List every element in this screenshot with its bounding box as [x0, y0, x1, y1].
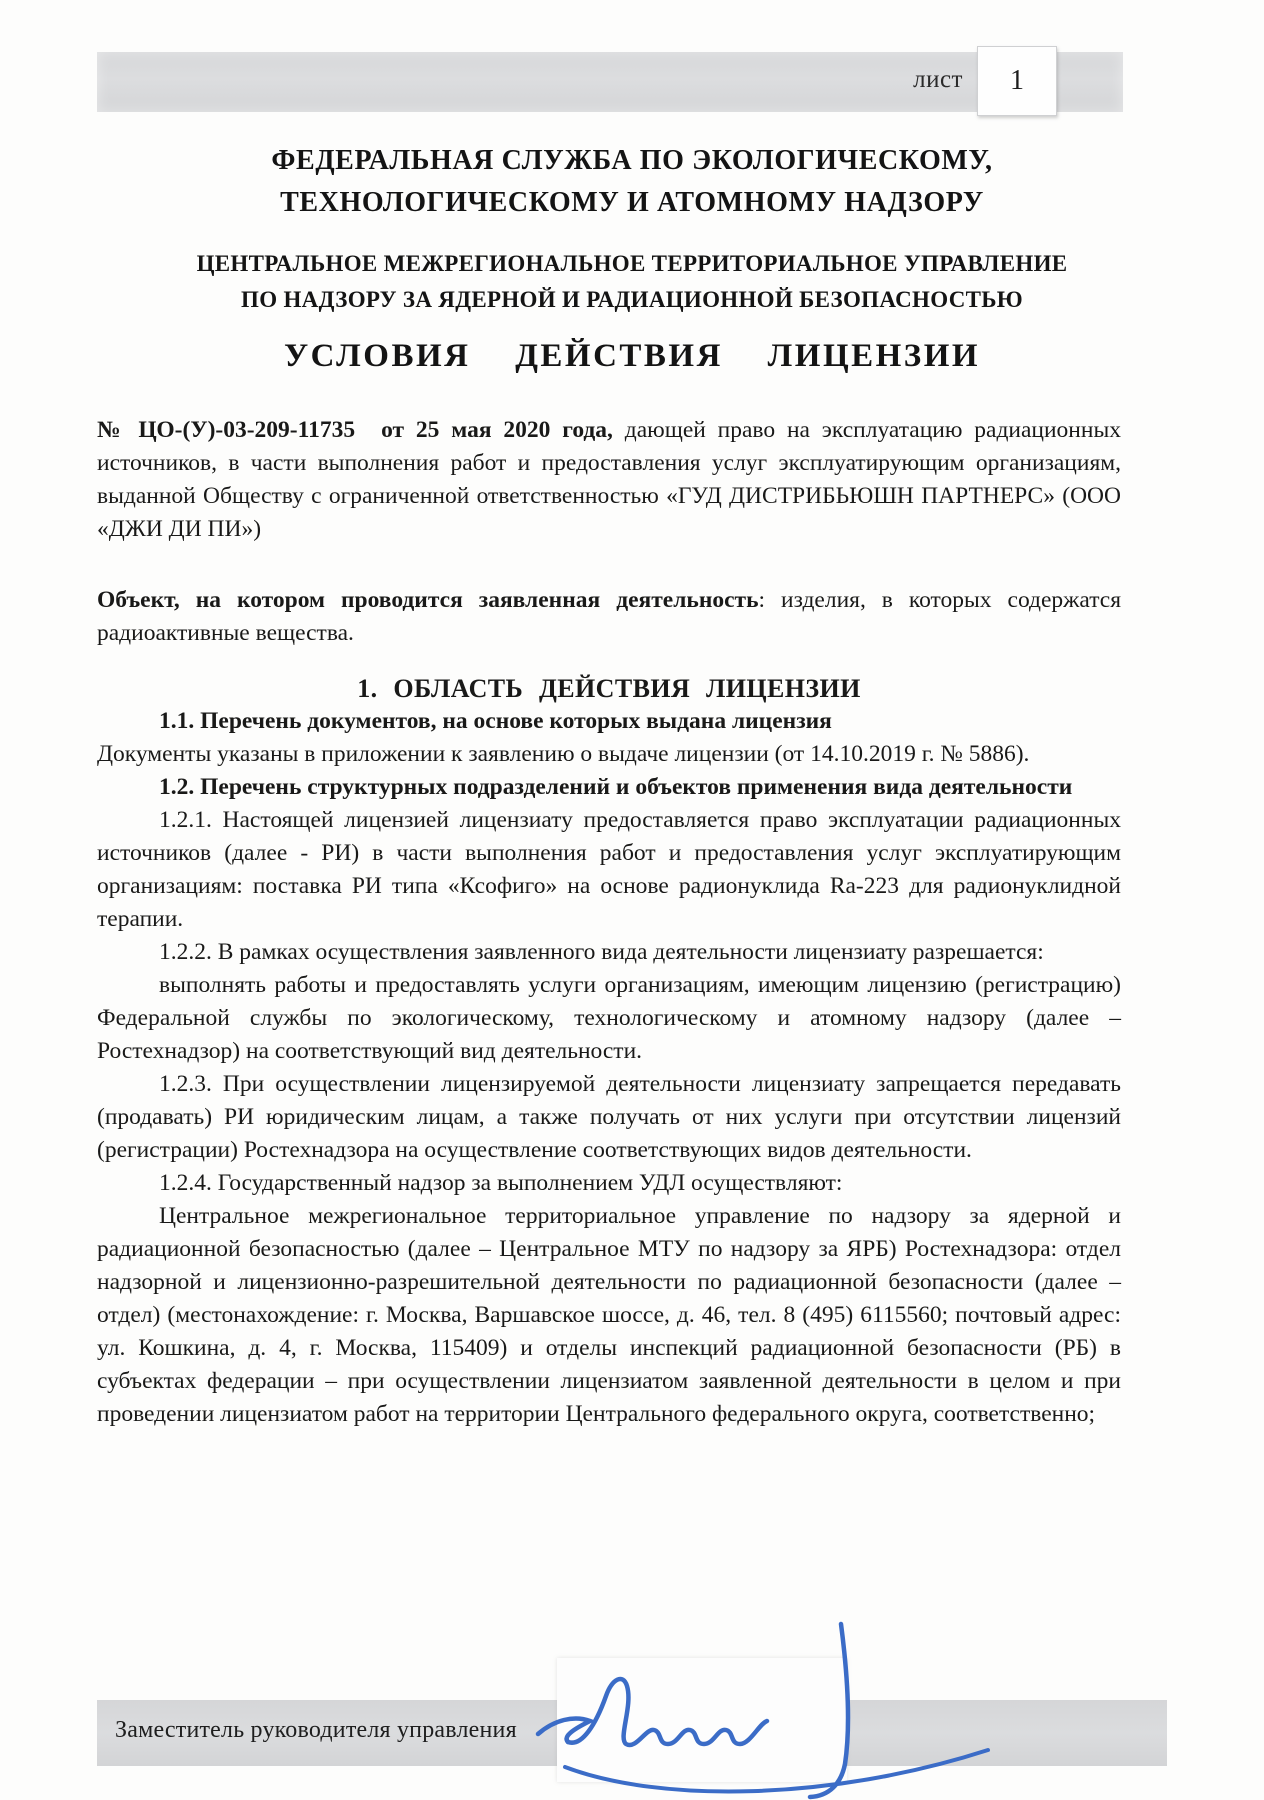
- text-run: 1.2.1. Настоящей лицензией лицензиату предоставляется право эксплуатации радиационных источников (далее - РИ) в части выполнения работ и предоставления услуг эксплуатирующим организациям: поставка РИ типа «Ксофиго» на основе радионуклида Ra-223 для радионуклидной терапии.: [97, 807, 1121, 932]
- dept-title: [0, 246, 1264, 318]
- text-run: 1.1. Перечень документов, на основе которых выдана лицензия: [159, 708, 832, 734]
- clause-1-2-4: [97, 1167, 1121, 1200]
- sheet-label: лист: [913, 66, 963, 93]
- clause-1-2-2: [97, 936, 1121, 969]
- dept-title-line2: ПО НАДЗОРУ ЗА ЯДЕРНОЙ И РАДИАЦИОННОЙ БЕЗОПАСНОСТЬЮ: [241, 287, 1023, 312]
- signatory-title: Заместитель руководителя управления: [115, 1717, 517, 1743]
- object-paragraph: [97, 584, 1121, 650]
- org-title-line1: ФЕДЕРАЛЬНАЯ СЛУЖБА ПО ЭКОЛОГИЧЕСКОМУ,: [271, 145, 993, 176]
- text-run: Центральное межрегиональное территориальное управление по надзору за ядерной и радиационной безопасностью (далее – Центральное МТУ по надзору за ЯРБ) Ростехнадзора: отдел надзорной и лицензионно-разрешительной деятельности по радиационной безопасности (далее – отдел) (местонахождение: г. Москва, Варшавское шоссе, д. 46, тел. 8 (495) 6115560; почтовый адрес: ул. Кошкина, д. 4, г. Москва, 115409) и отделы инспекций радиационной безопасности (РБ) в субъектах федерации – при осуществлении лицензиатом заявленной деятельности в целом и при проведении лицензиатом работ на территории Центрального федерального округа, соответственно;: [97, 1203, 1121, 1427]
- header-band: [97, 52, 1123, 112]
- text-run: Объект, на котором проводится заявленная деятельность: [97, 587, 759, 613]
- license-intro-paragraph: [97, 414, 1121, 546]
- sheet-number: 1: [1010, 65, 1024, 96]
- section-1-heading: [97, 672, 1121, 705]
- text-run: 1.2.3. При осуществлении лицензируемой деятельности лицензиату запрещается передавать (продавать) РИ юридическим лицам, а также получать от них услуги при отсутствии лицензий (регистрации) Ростехнадзора на осуществление соответствующих видов деятельности.: [97, 1071, 1121, 1163]
- text-run: : изделия, в которых содержатся радиоактивные вещества.: [97, 587, 1122, 646]
- text-run: Документы указаны в приложении к заявлению о выдаче лицензии (от 14.10.2019 г. № 5886).: [97, 741, 1030, 767]
- text-run: 1. ОБЛАСТЬ ДЕЙСТВИЯ ЛИЦЕНЗИИ: [357, 674, 861, 703]
- text-run: 1.2. Перечень структурных подразделений и объектов применения вида деятельности: [159, 774, 1073, 800]
- clause-1-2-3: [97, 1068, 1121, 1167]
- text-run: 1.2.4. Государственный надзор за выполнением УДЛ осуществляют:: [159, 1170, 843, 1196]
- text-run: 1.2.2. В рамках осуществления заявленного вида деятельности лицензиату разрешается:: [159, 939, 1044, 965]
- signature: [510, 1612, 1010, 1800]
- clause-1-2-heading: [97, 771, 1121, 804]
- clause-1-2-4-text: [97, 1200, 1121, 1431]
- clause-1-2-2-permitted: [97, 969, 1121, 1068]
- dept-title-line1: ЦЕНТРАЛЬНОЕ МЕЖРЕГИОНАЛЬНОЕ ТЕРРИТОРИАЛЬНОЕ УПРАВЛЕНИЕ: [196, 251, 1068, 276]
- clause-1-2-1: [97, 804, 1121, 936]
- org-title: [0, 140, 1264, 224]
- org-title-line2: ТЕХНОЛОГИЧЕСКОМУ И АТОМНОМУ НАДЗОРУ: [280, 187, 984, 218]
- text-run: дающей право на эксплуатацию радиационных источников, в части выполнения работ и предоставления услуг эксплуатирующим организациям, выданной Обществу с ограниченной ответственностью «ГУД ДИСТРИБЬЮШН ПАРТНЕРС» (ООО «ДЖИ ДИ ПИ»): [97, 417, 1121, 542]
- license-date: от 25 мая 2020 года,: [381, 417, 613, 443]
- clause-1-1-heading: [97, 705, 1121, 738]
- sheet-number-box: [977, 46, 1057, 116]
- document-body: [97, 414, 1121, 1431]
- license-number: № ЦО-(У)-03-209-11735: [97, 417, 356, 443]
- text-run: выполнять работы и предоставлять услуги организациям, имеющим лицензию (регистрацию) Федеральной службы по экологическому, технологическому и атомному надзору (далее – Ростехнадзор) на соответствующий вид деятельности.: [97, 972, 1121, 1064]
- document-title: УСЛОВИЯ ДЕЙСТВИЯ ЛИЦЕНЗИИ: [283, 338, 981, 374]
- clause-1-1-text: [97, 738, 1121, 771]
